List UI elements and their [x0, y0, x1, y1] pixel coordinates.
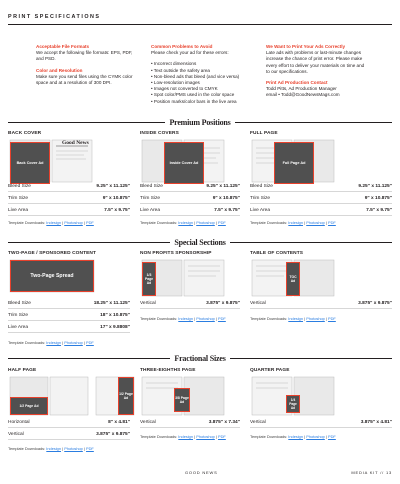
template-downloads-two-page: Template Downloads: Indesign | Photoshop | PDF — [8, 340, 94, 345]
spec-row-bleed: Bleed Size 9.25" x 11.125" — [140, 181, 240, 192]
indesign-link[interactable]: Indesign — [46, 220, 62, 225]
back-cover-ad-text: Back Cover Ad — [16, 161, 44, 165]
half-page-v-ad-box — [118, 377, 134, 415]
two-page-ad-text: Two-Page Spread — [30, 273, 74, 279]
ad-table-of-contents — [250, 251, 392, 301]
non-profits-ad-text: 1/3 Page Ad — [144, 273, 154, 285]
indesign-link[interactable]: Indesign — [178, 434, 194, 439]
half-page-v-ad-text: 1/2 Page Ad — [119, 392, 133, 400]
pdf-link[interactable]: PDF — [218, 434, 226, 439]
spec-row-live: Live Area 7.5" x 9.75" — [8, 205, 130, 216]
indesign-link[interactable]: Indesign — [288, 220, 304, 225]
info-col-problems — [151, 44, 251, 105]
photoshop-link[interactable]: Photoshop — [196, 316, 215, 321]
photoshop-link[interactable]: Photoshop — [306, 434, 325, 439]
photoshop-link[interactable]: Photoshop — [64, 220, 83, 225]
inside-cover-ad-box — [164, 142, 204, 184]
spec-row-vertical: Vertical 3.875" x 9.875" — [140, 298, 240, 309]
two-page-ad-box — [10, 260, 94, 292]
pdf-link[interactable]: PDF — [218, 220, 226, 225]
section-fractional — [0, 353, 400, 363]
spec-row-vertical: Vertical 3.875" x 4.81" — [250, 417, 392, 428]
problem-item: • Spot color/PMS used in the color space — [151, 92, 235, 98]
problem-item: • Text outside the safety area — [151, 67, 210, 73]
problem-item: • Images not converted to CMYK — [151, 86, 218, 92]
footer-page-number: MEDIA KIT // 13 — [351, 470, 392, 475]
pdf-link[interactable]: PDF — [328, 316, 336, 321]
ad-three-eighths — [140, 368, 250, 418]
non-profits-title: NON PROFITS SPONSORSHIP — [140, 251, 212, 256]
pdf-link[interactable]: PDF — [218, 316, 226, 321]
indesign-link[interactable]: Indesign — [288, 434, 304, 439]
indesign-link[interactable]: Indesign — [288, 316, 304, 321]
full-page-ad-box — [274, 142, 314, 184]
section-special-title: Special Sections — [174, 237, 226, 247]
section-fractional-title: Fractional Sizes — [174, 353, 226, 363]
template-downloads-toc: Template Downloads: Indesign | Photoshop | PDF — [250, 316, 336, 321]
formats-body: We accept the following file formats: EPS, PDF, and PSD. — [36, 50, 133, 62]
non-profits-ad-box — [142, 262, 156, 296]
quarter-page-specs — [250, 417, 392, 429]
spec-row-vertical: Vertical 3.875" x 9.875" — [250, 298, 392, 309]
toc-ad-text: TOC Ad — [289, 275, 297, 283]
full-page-title: FULL PAGE — [250, 131, 278, 136]
ad-quarter-page — [250, 368, 392, 418]
problem-item: • Position marks/color bars in the live area — [151, 98, 237, 104]
problems-heading: Common Problems to Avoid — [151, 44, 213, 49]
photoshop-link[interactable]: Photoshop — [196, 220, 215, 225]
problem-item: • Low-resolution images — [151, 79, 200, 85]
correctly-heading: We Want to Print Your Ads Correctly — [266, 44, 346, 49]
template-downloads-non-profits: Template Downloads: Indesign | Photoshop | PDF — [140, 316, 226, 321]
spec-row-live: Live Area 17" x 9.8808" — [8, 322, 130, 333]
pdf-link[interactable]: PDF — [86, 446, 94, 451]
indesign-link[interactable]: Indesign — [46, 340, 62, 345]
spec-row-horizontal: Horizontal 8" x 4.81" — [8, 417, 130, 428]
spec-row-trim: Trim Size 9" x 10.875" — [250, 193, 392, 204]
template-downloads-inside-covers: Template Downloads: Indesign | Photoshop | PDF — [140, 220, 226, 225]
half-page-h-ad-box — [10, 397, 48, 415]
pdf-link[interactable]: PDF — [328, 220, 336, 225]
template-downloads-half-page: Template Downloads: Indesign | Photoshop | PDF — [8, 446, 94, 451]
indesign-link[interactable]: Indesign — [178, 316, 194, 321]
quarter-page-ad-box — [286, 395, 300, 413]
contact-heading: Print Ad Production Contact — [266, 79, 328, 85]
back-cover-specs — [8, 181, 130, 214]
spec-row-vertical: Vertical 3.875" x 9.875" — [8, 429, 130, 440]
section-premium — [0, 117, 400, 127]
inside-covers-specs — [140, 181, 240, 214]
contact-name: Todd Pitts, Ad Production Manager — [266, 86, 337, 92]
pdf-link[interactable]: PDF — [86, 220, 94, 225]
color-heading: Color and Resolution — [36, 67, 83, 73]
quarter-page-title: QUARTER PAGE — [250, 368, 290, 373]
info-col-formats — [36, 44, 136, 105]
spec-row-live: Live Area 7.5" x 9.75" — [140, 205, 240, 216]
indesign-link[interactable]: Indesign — [46, 446, 62, 451]
photoshop-link[interactable]: Photoshop — [306, 316, 325, 321]
photoshop-link[interactable]: Photoshop — [306, 220, 325, 225]
template-downloads-three-eighths: Template Downloads: Indesign | Photoshop | PDF — [140, 434, 226, 439]
back-cover-title: BACK COVER — [8, 131, 42, 136]
photoshop-link[interactable]: Photoshop — [196, 434, 215, 439]
spec-row-live: Live Area 7.5" x 9.75" — [250, 205, 392, 216]
ad-non-profits — [140, 251, 250, 301]
three-eighths-ad-text: 3/8 Page Ad — [175, 396, 189, 404]
half-page-specs — [8, 417, 130, 441]
non-profits-specs — [140, 298, 240, 310]
spec-row-trim: Trim Size 18" x 10.875" — [8, 310, 130, 321]
footer-brand: GOOD NEWS — [185, 470, 218, 475]
ad-half-page — [8, 368, 133, 418]
contact-email: email • Todd@GoodNewsMags.com — [266, 92, 340, 98]
inside-cover-ad-text: Inside Cover Ad — [169, 161, 199, 165]
full-page-specs — [250, 181, 392, 214]
quarter-page-ad-text: 1/4 Page Ad — [289, 398, 297, 410]
back-cover-brand: Good News — [62, 140, 89, 146]
section-premium-title: Premium Positions — [169, 117, 231, 127]
spec-row-trim: Trim Size 9" x 10.875" — [140, 193, 240, 204]
template-downloads-back-cover: Template Downloads: Indesign | Photoshop | PDF — [8, 220, 94, 225]
formats-heading: Acceptable File Formats — [36, 44, 90, 49]
template-downloads-quarter-page: Template Downloads: Indesign | Photoshop | PDF — [250, 434, 336, 439]
indesign-link[interactable]: Indesign — [178, 220, 194, 225]
color-body: Make sure you send files using the CYMK color space and at a resolution of 300 DPI. — [36, 73, 133, 85]
ad-two-page — [8, 251, 130, 301]
spec-row-trim: Trim Size 9" x 10.875" — [8, 193, 130, 204]
info-columns — [36, 44, 366, 105]
half-page-h-ad-text: 1/2 Page Ad — [19, 404, 39, 408]
spec-row-bleed: Bleed Size 9.25" x 11.125" — [8, 181, 130, 192]
two-page-title: TWO-PAGE / SPONSORED CONTENT — [8, 251, 96, 256]
problem-item: • Incorrect dimensions — [151, 61, 197, 67]
correctly-body: Late ads with problems or last-minute changes increase the chance of print error. Please make every effort to deliver your materials on time and to our specifications. — [266, 50, 365, 74]
toc-specs — [250, 298, 392, 310]
three-eighths-specs — [140, 417, 240, 429]
spec-row-vertical: Vertical 3.875" x 7.34" — [140, 417, 240, 428]
spec-row-bleed: Bleed Size 9.25" x 11.125" — [250, 181, 392, 192]
two-page-specs — [8, 298, 130, 331]
photoshop-link[interactable]: Photoshop — [64, 446, 83, 451]
back-cover-ad-box — [10, 142, 50, 184]
toc-ad-box — [286, 262, 300, 296]
problem-item: • Non-bleed ads that bleed (and vice versa) — [151, 73, 240, 79]
page-header — [8, 14, 392, 25]
three-eighths-ad-box — [174, 388, 190, 412]
spec-row-bleed: Bleed Size 18.25" x 11.125" — [8, 298, 130, 309]
photoshop-link[interactable]: Photoshop — [64, 340, 83, 345]
inside-covers-title: INSIDE COVERS — [140, 131, 179, 136]
half-page-title: HALF PAGE — [8, 368, 37, 373]
pdf-link[interactable]: PDF — [86, 340, 94, 345]
pdf-link[interactable]: PDF — [328, 434, 336, 439]
page-title: PRINT SPECIFICATIONS — [8, 14, 101, 20]
toc-title: TABLE OF CONTENTS — [250, 251, 304, 256]
full-page-ad-text: Full Page Ad — [282, 161, 306, 165]
template-downloads-full-page: Template Downloads: Indesign | Photoshop | PDF — [250, 220, 336, 225]
section-special — [0, 237, 400, 247]
header-rule — [8, 24, 392, 25]
three-eighths-title: THREE-EIGHTHS PAGE — [140, 368, 196, 373]
problems-intro: Please check your ad for these errors: — [151, 50, 229, 56]
info-col-correctly — [266, 44, 366, 105]
